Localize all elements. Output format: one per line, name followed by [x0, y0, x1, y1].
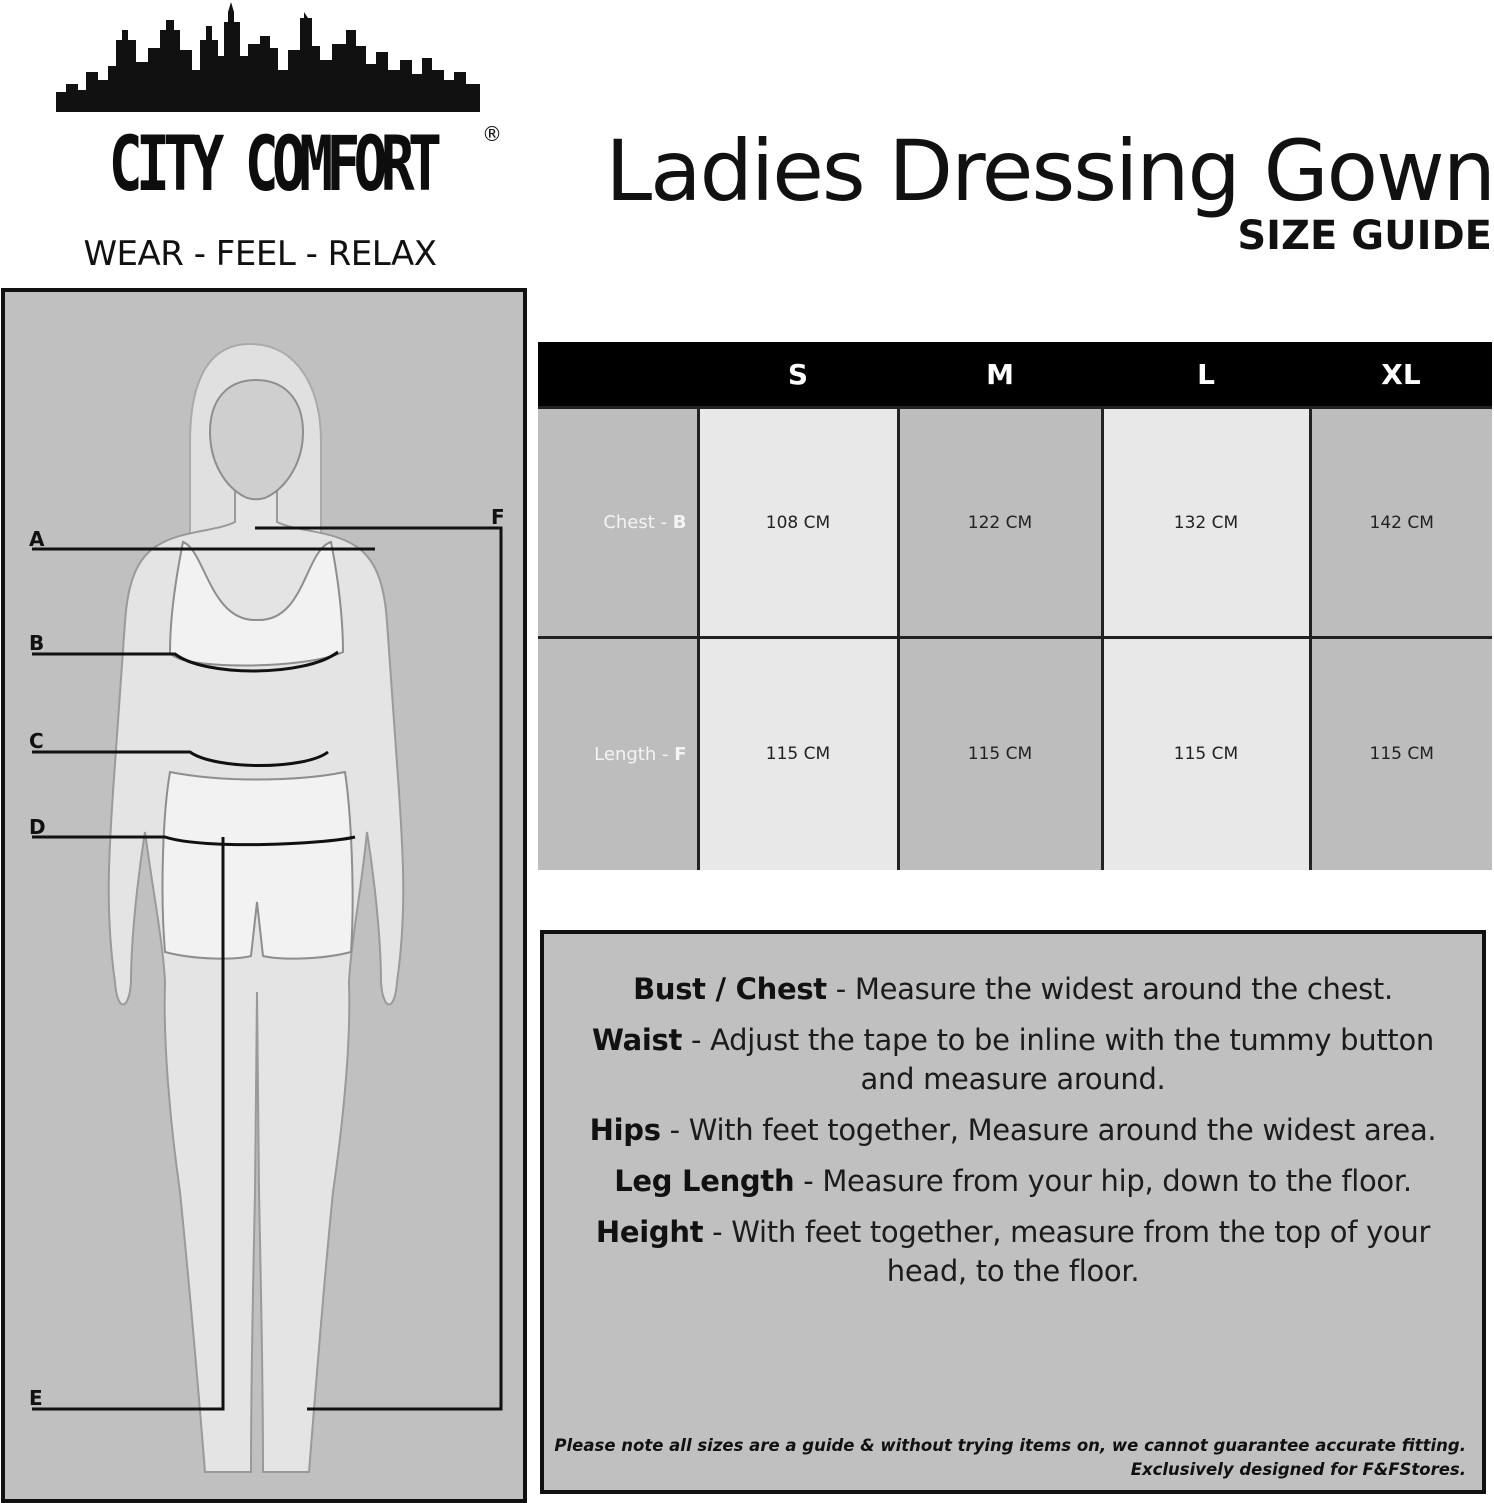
measure-label-a: A	[29, 527, 45, 551]
row-label-text: Chest	[603, 512, 655, 533]
instruction-term: Hips	[589, 1113, 661, 1147]
table-row-chest	[538, 408, 1492, 638]
size-chart-table	[538, 342, 1492, 870]
header-size-s: S	[698, 342, 898, 408]
brand-tagline: WEAR - FEEL - RELAX	[83, 234, 437, 274]
female-figure-icon	[5, 292, 523, 1499]
header-size-l: L	[1102, 342, 1310, 408]
instruction-text: With feet together, Measure around the widest area.	[688, 1113, 1437, 1147]
body-measurement-diagram	[1, 288, 527, 1503]
measure-label-d: D	[29, 815, 46, 839]
row-label-chest: Chest - B	[538, 408, 698, 638]
measure-label-b: B	[29, 631, 45, 655]
cell-chest-xl: 142 CM	[1310, 408, 1492, 638]
fitting-disclaimer: Please note all sizes are a guide & without trying items on, we cannot guarantee accurate fitting.	[554, 1436, 1466, 1455]
cell-chest-l: 132 CM	[1102, 408, 1310, 638]
registered-mark: ®	[482, 122, 502, 146]
table-row-length	[538, 638, 1492, 870]
measuring-instructions-panel	[540, 930, 1486, 1494]
header-size-m: M	[898, 342, 1102, 408]
row-label-key: B	[672, 512, 687, 533]
instruction-term: Waist	[591, 1023, 683, 1057]
row-label-key: F	[674, 743, 687, 765]
header-size-xl: XL	[1310, 342, 1492, 408]
cell-length-s: 115 CM	[698, 638, 898, 870]
instruction-height: Height - With feet together, measure from the top of your head, to the floor.	[595, 1215, 1431, 1288]
instruction-text: Measure from your hip, down to the floor.	[822, 1164, 1412, 1198]
instruction-text: Measure the widest around the chest.	[854, 972, 1393, 1006]
measure-label-e: E	[29, 1386, 43, 1410]
city-skyline-icon	[56, 0, 480, 112]
cell-chest-m: 122 CM	[898, 408, 1102, 638]
header-blank	[538, 342, 698, 408]
size-header-row	[538, 342, 1492, 408]
cell-length-xl: 115 CM	[1310, 638, 1492, 870]
instruction-waist: Waist - Adjust the tape to be inline with the tummy button and measure around.	[591, 1023, 1435, 1096]
instruction-text: With feet together, measure from the top of your head, to the floor.	[731, 1215, 1431, 1288]
page-title: Ladies Dressing Gown	[605, 122, 1494, 220]
instruction-text: Adjust the tape to be inline with the tummy button and measure around.	[710, 1023, 1435, 1096]
cell-chest-s: 108 CM	[698, 408, 898, 638]
exclusive-note: Exclusively designed for F&FStores.	[1130, 1460, 1466, 1479]
row-label-length: Length - F	[538, 638, 698, 870]
instruction-term: Bust / Chest	[633, 972, 827, 1006]
cell-length-m: 115 CM	[898, 638, 1102, 870]
row-label-text: Length	[594, 743, 657, 765]
cell-length-l: 115 CM	[1102, 638, 1310, 870]
measure-label-f: F	[491, 505, 505, 529]
instruction-term: Leg Length	[614, 1164, 795, 1198]
brand-logo	[50, 0, 520, 280]
instruction-list	[564, 970, 1462, 1303]
instruction-hips: Hips - With feet together, Measure around the widest area.	[589, 1113, 1437, 1147]
instruction-leg-length: Leg Length - Measure from your hip, down to the floor.	[614, 1164, 1412, 1198]
instruction-term: Height	[595, 1215, 704, 1249]
instruction-bust: Bust / Chest - Measure the widest around the chest.	[633, 972, 1393, 1006]
measure-label-c: C	[29, 729, 44, 753]
brand-name: CITY COMFORT	[108, 119, 436, 208]
page-subtitle: SIZE GUIDE	[1237, 213, 1492, 259]
